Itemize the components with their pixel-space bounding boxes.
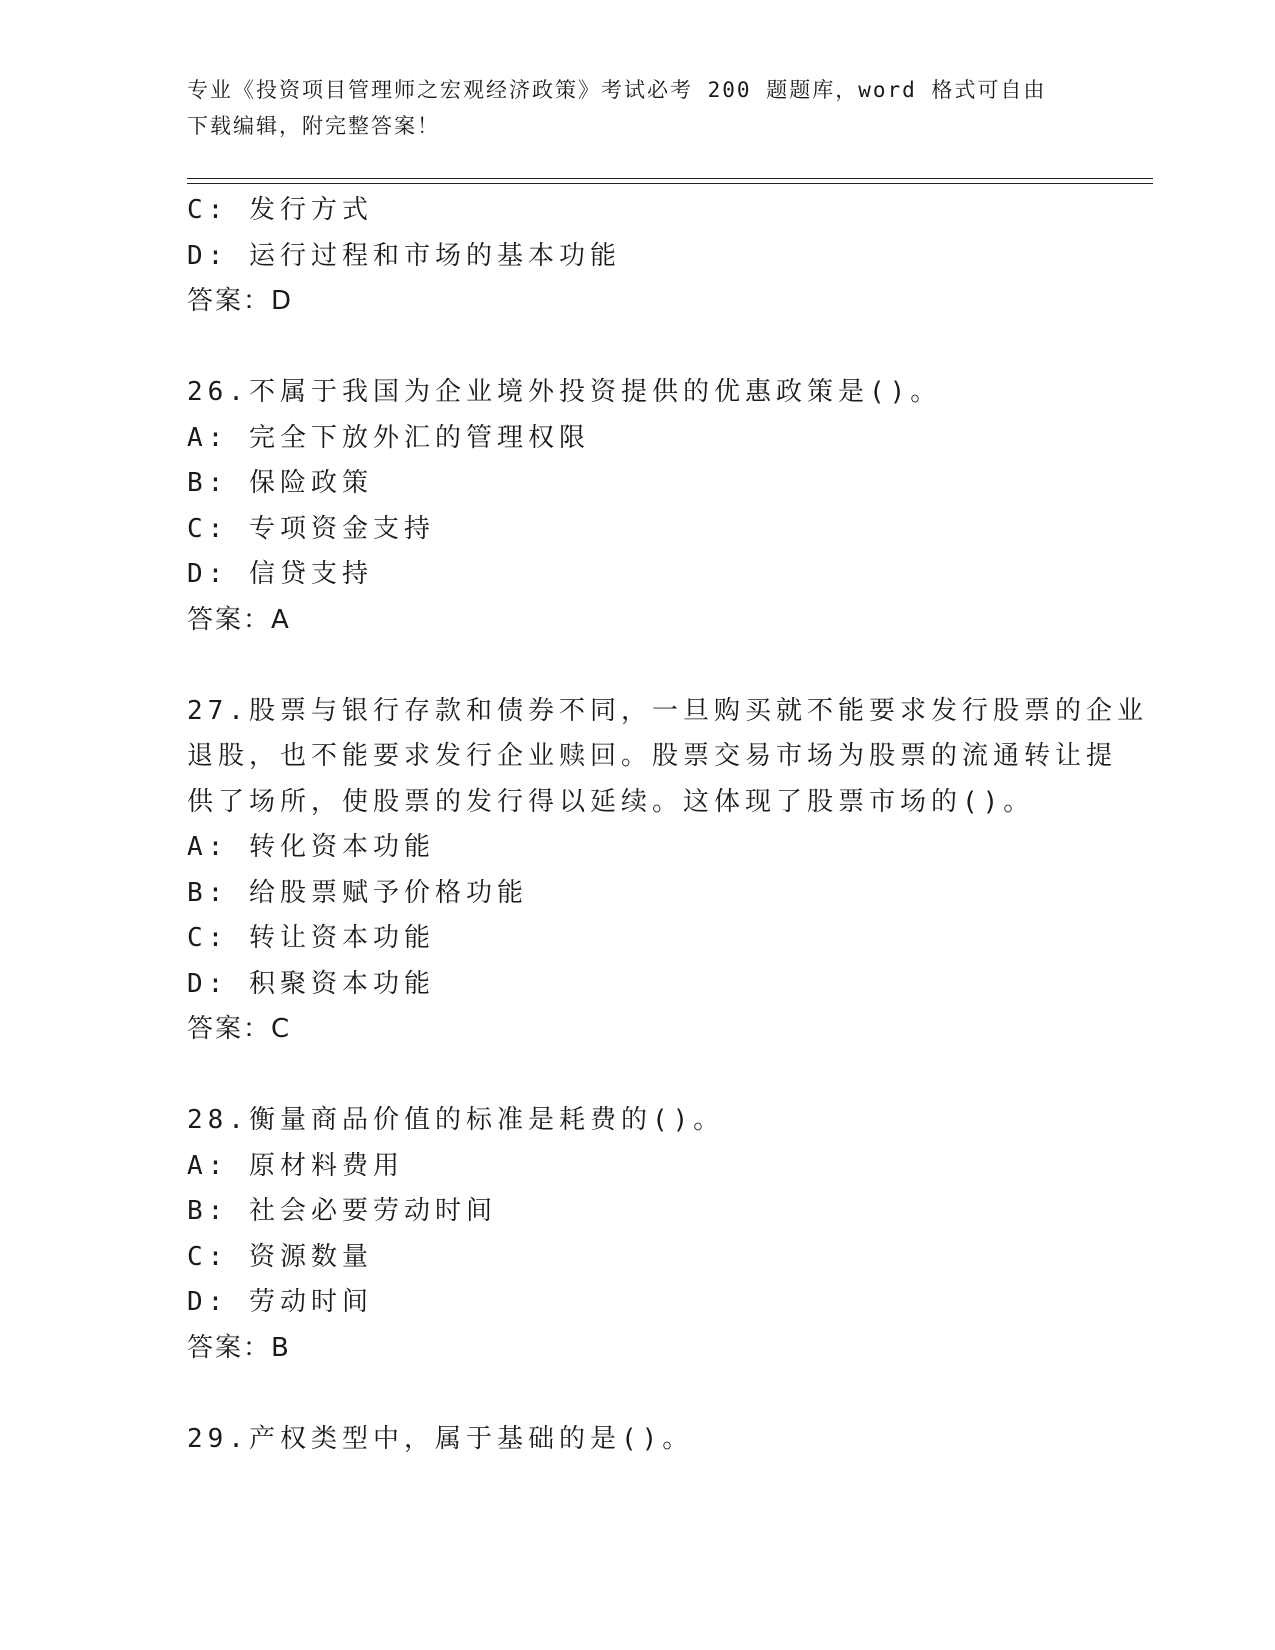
question-stem: 29.产权类型中，属于基础的是()。 [187,1423,694,1454]
spacer [187,643,1087,689]
option-c: C: 资源数量 [187,1241,373,1272]
answer: 答案：C [187,1014,292,1044]
document-header [187,72,1067,144]
option-b: B: 保险政策 [187,468,373,498]
option-b: B: 社会必要劳动时间 [187,1196,497,1226]
option-a: A: 原材料费用 [187,1150,404,1181]
header-line-2: 下载编辑，附完整答案！ [187,114,440,138]
question-stem-line-3: 供了场所，使股票的发行得以延续。这体现了股票市场的()。 [187,786,1035,817]
option-d: D: 信贷支持 [187,559,373,589]
option-a: A: 转化资本功能 [187,832,435,862]
answer: 答案：B [187,1332,291,1363]
header-divider-bottom [187,183,1153,184]
question-stem: 28.衡量商品价值的标准是耗费的()。 [187,1105,725,1135]
question-stem-line-2: 退股，也不能要求发行企业赎回。股票交易市场为股票的流通转让提 [187,741,1118,771]
header-divider-top [187,178,1153,179]
spacer [187,325,1087,371]
question-27 [187,689,1148,1053]
option-c: C: 专项资金支持 [187,513,435,544]
option-d: D: 劳动时间 [187,1287,373,1317]
question-stem-line-1: 27.股票与银行存款和债券不同，一旦购买就不能要求发行股票的企业 [187,695,1148,726]
carryover-question [187,188,1087,325]
answer: 答案：A [187,604,291,635]
header-line-1: 专业《投资项目管理师之宏观经济政策》考试必考 200 题题库，word 格式可自由 [187,78,1047,102]
option-c: C: 转让资本功能 [187,923,435,953]
question-28 [187,1098,1087,1371]
question-stem: 26.不属于我国为企业境外投资提供的优惠政策是()。 [187,377,942,407]
option-d: D: 积聚资本功能 [187,968,435,999]
spacer [187,1371,1087,1417]
question-29 [187,1417,1087,1463]
question-26 [187,370,1087,643]
option-c: C: 发行方式 [187,195,373,225]
spacer [187,1053,1087,1099]
option-a: A: 完全下放外汇的管理权限 [187,422,590,453]
answer: 答案：D [187,286,294,316]
option-b: B: 给股票赋予价格功能 [187,877,528,908]
option-d: D: 运行过程和市场的基本功能 [187,240,621,271]
question-list [187,188,1148,1462]
